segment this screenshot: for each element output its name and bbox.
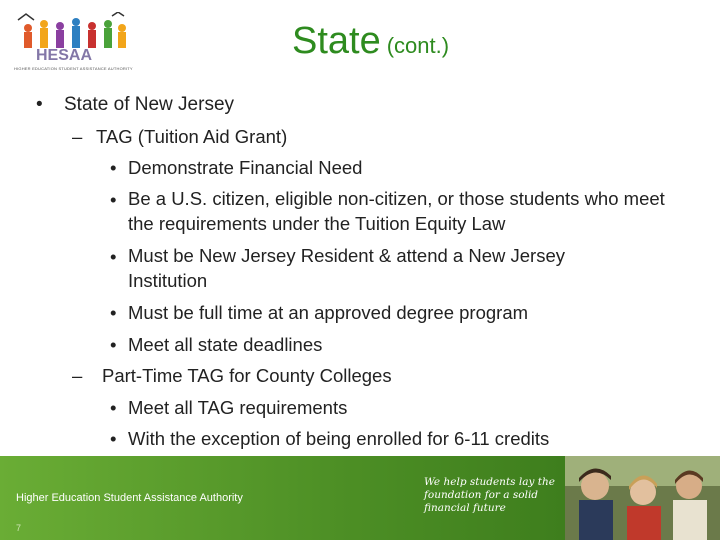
title-main: State xyxy=(292,20,381,62)
logo-caption: HIGHER EDUCATION STUDENT ASSISTANCE AUTHORITY xyxy=(14,66,133,71)
footer-tagline: We help students lay the foundation for a solid financial future xyxy=(424,476,555,514)
footer-bar xyxy=(0,456,720,540)
slide-title xyxy=(292,20,449,63)
footer-org-name: Higher Education Student Assistance Authority xyxy=(16,492,243,504)
hesaa-logo xyxy=(14,12,136,74)
svg-text:HESAA: HESAA xyxy=(36,47,93,64)
students-photo xyxy=(565,456,720,540)
title-sub: (cont.) xyxy=(386,33,450,58)
page-number: 7 xyxy=(16,523,22,533)
